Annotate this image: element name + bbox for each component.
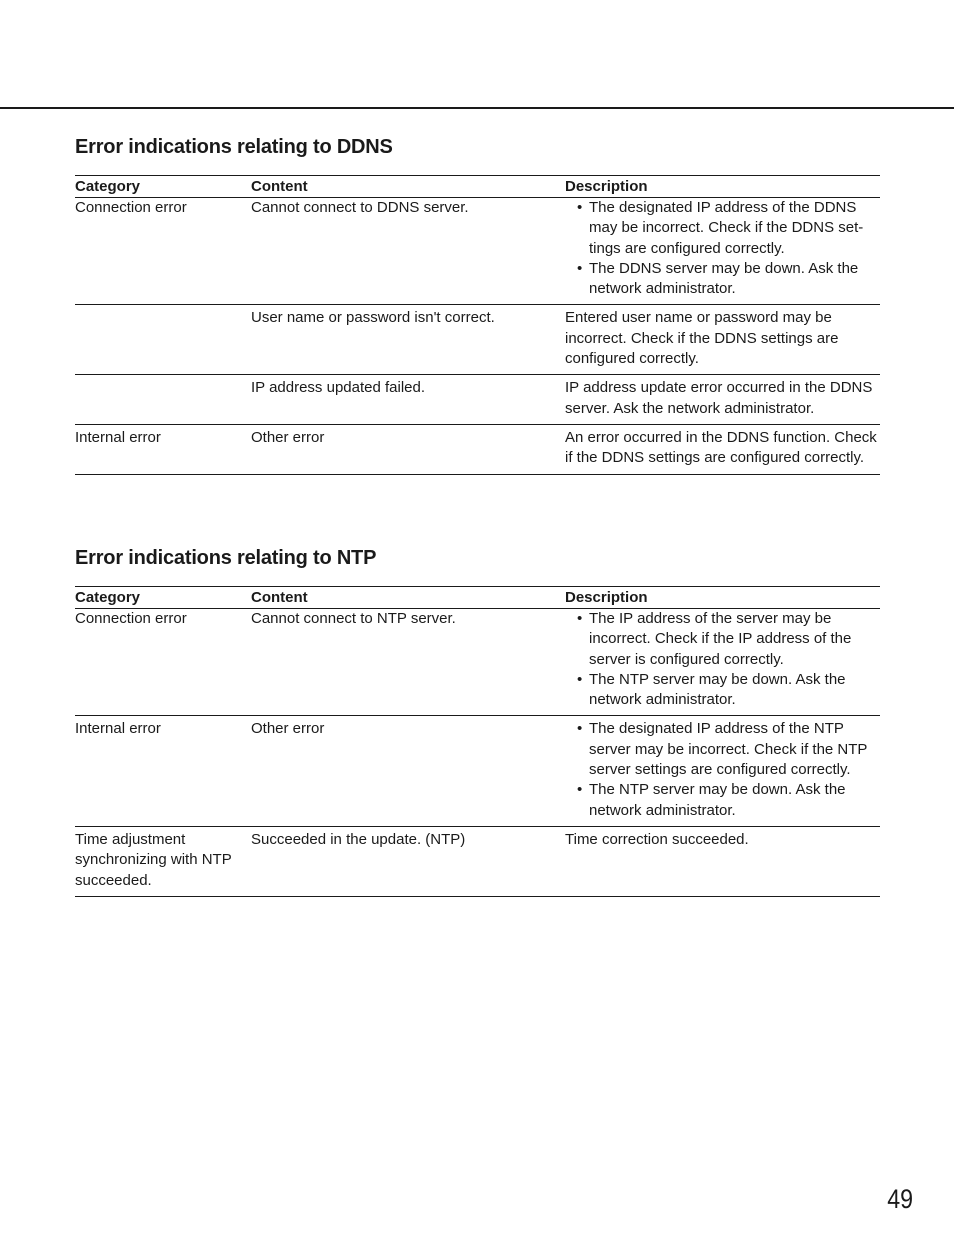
table-row [75, 375, 880, 425]
content-cell: Other error [251, 424, 565, 474]
bullet-text: The NTP server may be down. Ask the network administrator. [589, 670, 846, 709]
table-row [75, 826, 880, 896]
description-bullet [565, 670, 880, 711]
header-rule [0, 107, 954, 109]
description-bullet [565, 259, 880, 300]
description-cell: Entered user name or password may be incorrect. Check if the DDNS settings are configured correctly. [565, 305, 880, 375]
table-row [75, 198, 880, 305]
column-header-category: Category [75, 176, 251, 198]
content-cell: Cannot connect to NTP server. [251, 609, 565, 716]
table-row [75, 305, 880, 375]
description-bullet-list [565, 719, 880, 820]
category-cell: Internal error [75, 424, 251, 474]
description-cell [565, 716, 880, 826]
description-bullet [565, 198, 880, 259]
bullet-marker: • [577, 259, 583, 277]
column-header-category: Category [75, 587, 251, 609]
category-cell [75, 375, 251, 425]
bullet-text: The designated IP address of the NTP server may be incorrect. Check if the NTP server settings are configured correctly. [589, 720, 868, 779]
bullet-text: The designated IP address of the DDNS may be incorrect. Check if the DDNS set-tings are configured correctly. [589, 199, 864, 257]
column-header-content: Content [251, 587, 565, 609]
bullet-text: The NTP server may be down. Ask the network administrator. [589, 781, 846, 819]
description-bullet-list [565, 609, 880, 710]
description-bullet [565, 609, 880, 670]
bullet-marker: • [577, 610, 583, 627]
content-cell: Other error [251, 716, 565, 826]
bullet-marker: • [577, 720, 583, 738]
table-row [75, 609, 880, 716]
table-header-row [75, 587, 880, 609]
category-cell: Time adjustment synchronizing with NTP succeeded. [75, 826, 251, 896]
ddns-error-table [75, 175, 880, 475]
table-row [75, 716, 880, 826]
category-cell [75, 305, 251, 375]
table-row [75, 424, 880, 474]
ntp-section [75, 544, 880, 897]
description-bullet [565, 719, 880, 780]
category-cell: Connection error [75, 198, 251, 305]
description-cell [565, 198, 880, 305]
ddns-section [75, 133, 880, 475]
description-cell [565, 609, 880, 716]
category-cell: Internal error [75, 716, 251, 826]
page-number: 49 [887, 1184, 913, 1214]
bullet-marker: • [577, 670, 583, 688]
content-cell: User name or password isn't correct. [251, 305, 565, 375]
description-cell: IP address update error occurred in the DDNS server. Ask the network administrator. [565, 375, 880, 425]
bullet-marker: • [577, 199, 583, 216]
column-header-content: Content [251, 176, 565, 198]
description-cell: An error occurred in the DDNS function. Check if the DDNS settings are configured correctly. [565, 424, 880, 474]
bullet-text: The IP address of the server may be incorrect. Check if the IP address of the server is configured correctly. [589, 610, 852, 668]
description-bullet [565, 780, 880, 821]
ntp-error-table [75, 586, 880, 897]
column-header-description: Description [565, 587, 880, 609]
bullet-text: The DDNS server may be down. Ask the network administrator. [589, 259, 859, 298]
description-bullet-list [565, 198, 880, 299]
ddns-section-title: Error indications relating to DDNS [75, 136, 393, 158]
category-cell: Connection error [75, 609, 251, 716]
description-cell: Time correction succeeded. [565, 826, 880, 896]
content-cell: Succeeded in the update. (NTP) [251, 826, 565, 896]
table-header-row [75, 176, 880, 198]
column-header-description: Description [565, 176, 880, 198]
bullet-marker: • [577, 781, 583, 799]
content-cell: IP address updated failed. [251, 375, 565, 425]
ntp-section-title: Error indications relating to NTP [75, 547, 377, 569]
content-cell: Cannot connect to DDNS server. [251, 198, 565, 305]
